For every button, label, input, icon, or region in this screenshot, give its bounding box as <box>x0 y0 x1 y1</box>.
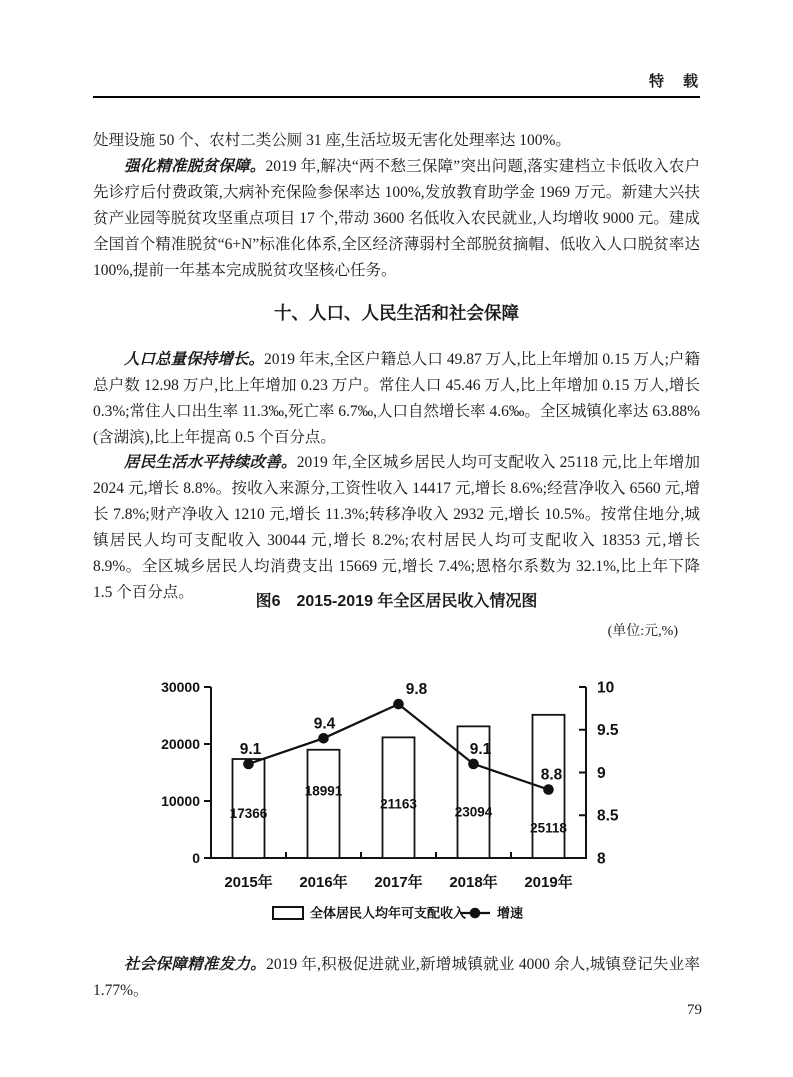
y-axis-left-label: 20000 <box>161 735 200 752</box>
growth-marker-2019年 <box>543 784 554 795</box>
y-axis-right-label: 9 <box>597 764 606 782</box>
legend-line-marker <box>470 908 481 919</box>
income-chart <box>133 660 693 940</box>
growth-marker-2017年 <box>393 699 404 710</box>
y-axis-right-label: 8.5 <box>597 807 619 825</box>
paragraph-poverty-relief <box>93 154 700 284</box>
growth-value-label: 8.8 <box>540 766 563 784</box>
figure-unit-label: (单位:元,%) <box>607 624 678 639</box>
legend-bar-swatch <box>273 907 303 919</box>
y-axis-right-label: 9.5 <box>597 722 619 740</box>
legend-line-label: 增速 <box>497 905 524 921</box>
page-header <box>93 70 700 98</box>
paragraph-population <box>93 347 700 451</box>
growth-value-label: 9.8 <box>405 681 428 699</box>
bar-value-label: 23094 <box>454 804 493 820</box>
header-title: 特 载 <box>648 73 700 90</box>
growth-value-label: 9.1 <box>469 740 492 758</box>
page-number: 79 <box>687 1002 702 1018</box>
paragraph-social-security <box>93 952 700 1004</box>
bar-value-label: 18991 <box>304 783 343 799</box>
growth-marker-2018年 <box>468 759 479 770</box>
bar-value-label: 21163 <box>380 796 417 812</box>
x-axis-label: 2015年 <box>224 874 273 891</box>
section-heading-population: 十、人口、人民生活和社会保障 <box>274 303 519 323</box>
x-axis-label: 2018年 <box>449 874 498 891</box>
paragraph-poverty-relief-text: 2019 年,解决“两不愁三保障”突出问题,落实建档立卡低收入农户先诊疗后付费政策,大病补充保险参保率达 100%,发放教育助学金 1969 万元。新建大兴扶贫产业园等脱贫攻坚重点项目 17 个,带动 3600 名低收入农民就业,人均增收 9000 元。建成全国首个精准脱贫“6+N”标准化体系,全区经济薄弱村全部脱贫摘帽、低收入人口脱贫率达 100%,提前一年基本完成脱贫攻坚核心任务。 <box>93 158 700 279</box>
paragraph-living-standard <box>93 450 700 606</box>
y-axis-left-label: 30000 <box>161 678 200 695</box>
y-axis-right-label: 8 <box>597 850 606 868</box>
paragraph-living-standard-text: 2019 年,全区城乡居民人均可支配收入 25118 元,比上年增加 2024 元,增长 8.8%。按收入来源分,工资性收入 14417 元,增长 8.6%;经营净收入 6560 元,增长 7.8%;财产净收入 1210 元,增长 11.3%;转移净收入 2932 元,增长 10.5%。按常住地分,城镇居民人均可支配收入 30044 元,增长 8.2%;农村居民人均可支配收入 18353 元,增长 8.9%。全区城乡居民人均消费支出 15669 元,增长 7.4%;恩格尔系数为 32.1%,比上年下降 1.5 个百分点。 <box>93 454 700 601</box>
paragraph-population-lead: 人口总量保持增长。 <box>124 351 265 368</box>
growth-value-label: 9.1 <box>239 740 262 758</box>
paragraph-sanitation: 处理设施 50 个、农村二类公厕 31 座,生活垃圾无害化处理率达 100%。 <box>93 132 571 149</box>
bar-2016年 <box>308 750 340 858</box>
paragraph-social-security-text: 2019 年,积极促进就业,新增城镇就业 4000 余人,城镇登记失业率 1.77%。 <box>93 956 700 999</box>
y-axis-left-label: 10000 <box>161 792 200 809</box>
income-chart-svg <box>133 660 693 940</box>
x-axis-label: 2019年 <box>524 874 573 891</box>
y-axis-left-label: 0 <box>192 849 200 866</box>
growth-marker-2016年 <box>318 733 329 744</box>
paragraph-social-security-lead: 社会保障精准发力。 <box>124 956 267 973</box>
legend-bar-label: 全体居民人均年可支配收入 <box>310 905 467 921</box>
growth-value-label: 9.4 <box>313 715 336 733</box>
x-axis-label: 2017年 <box>374 874 423 891</box>
paragraph-population-text: 2019 年末,全区户籍总人口 49.87 万人,比上年增加 0.15 万人;户籍总户数 12.98 万户,比上年增加 0.23 万户。常住人口 45.46 万人,比上年增加 0.15 万人,增长 0.3%;常住人口出生率 11.3‰,死亡率 6.7‰,人口自然增长率 4.6‰。全区城镇化率达 63.88%(含湖滨),比上年提高 0.5 个百分点。 <box>93 351 700 446</box>
bar-value-label: 25118 <box>530 820 567 836</box>
y-axis-right-label: 10 <box>597 679 615 697</box>
figure-title: 图6 2015-2019 年全区居民收入情况图 <box>255 593 538 610</box>
paragraph-living-standard-lead: 居民生活水平持续改善。 <box>124 454 297 471</box>
paragraph-poverty-relief-lead: 强化精准脱贫保障。 <box>124 158 266 175</box>
x-axis-label: 2016年 <box>299 874 348 891</box>
bar-value-label: 17366 <box>229 806 268 822</box>
growth-marker-2015年 <box>243 759 254 770</box>
